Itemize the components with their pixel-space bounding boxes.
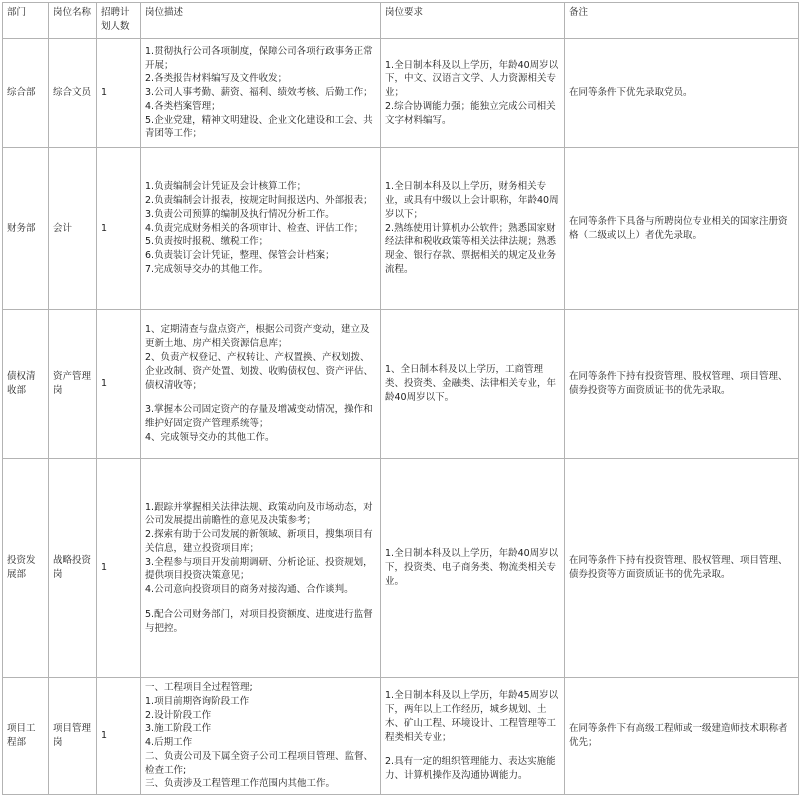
- description-line: 二、负责公司及下属全资子公司工程项目管理、监督、检查工作;: [145, 750, 374, 776]
- count-cell: 1: [97, 39, 141, 148]
- description-line: 4.各类档案管理；: [145, 100, 221, 112]
- header-position: 岗位名称: [49, 3, 97, 39]
- requirement-line: 1.全日制本科及以上学历，年龄40周岁以下，中文、汉语言文学、人力资源相关专业；: [385, 59, 559, 99]
- description-line: 7.完成领导交办的其他工作。: [145, 263, 269, 275]
- dept-cell: 综合部: [3, 39, 49, 148]
- description-cell: [141, 148, 381, 310]
- description-line: 3.掌握本公司固定资产的存量及增减变动情况，操作和维护好固定资产管理系统等；: [145, 404, 373, 430]
- dept-cell: 债权清收部: [3, 310, 49, 459]
- position-cell: 会计: [49, 148, 97, 310]
- count-cell: 1: [97, 459, 141, 678]
- description-line: 1.负责编制会计凭证及会计核算工作；: [145, 181, 307, 193]
- position-cell: 战略投资岗: [49, 459, 97, 678]
- paragraph-gap: [385, 744, 560, 755]
- table-row: [3, 678, 799, 795]
- remark-cell: 在同等条件下持有投资管理、股权管理、项目管理、债券投资等方面资质证书的优先录取。: [565, 310, 799, 459]
- description-line: 1.跟踪并掌握相关法律法规、政策动向及市场动态，对公司发展提出前瞻性的意见及决策参考；: [145, 501, 373, 527]
- dept-cell: 投资发展部: [3, 459, 49, 678]
- header-dept: 部门: [3, 3, 49, 39]
- header-requirements: 岗位要求: [381, 3, 565, 39]
- dept-cell: 项目工程部: [3, 678, 49, 795]
- requirement-line: 2.具有一定的组织管理能力、表达实施能力、计算机操作及沟通协调能力。: [385, 756, 556, 782]
- position-cell: 资产管理岗: [49, 310, 97, 459]
- description-line: 2.探索有助于公司发展的新领域、新项目，搜集项目有关信息，建立投资项目库；: [145, 529, 373, 554]
- recruitment-table: [2, 2, 799, 795]
- header-remark: 备注: [565, 3, 799, 39]
- description-cell: [141, 310, 381, 459]
- requirements-cell: [381, 678, 565, 795]
- description-line: 3.公司人事考勤、薪资、福利、绩效考核、后勤工作；: [145, 87, 373, 99]
- description-cell: [141, 678, 381, 795]
- description-cell: [141, 39, 381, 148]
- description-line: 1.贯彻执行公司各项制度，保障公司各项行政事务正常开展；: [145, 45, 373, 71]
- requirement-line: 1.全日制本科及以上学历，财务相关专业，或具有中级以上会计职称，年龄40周岁以下；: [385, 181, 559, 220]
- requirements-cell: [381, 310, 565, 459]
- description-line: 3.全程参与项目开发前期调研、分析论证、投资规划，提供项目投资决策意见；: [145, 556, 373, 582]
- requirements-cell: [381, 459, 565, 678]
- count-cell: 1: [97, 678, 141, 795]
- description-line: 5.负责按时报税、缴税工作；: [145, 236, 269, 248]
- description-line: 3.施工阶段工作: [145, 723, 212, 735]
- description-line: 4.后期工作: [145, 737, 193, 749]
- requirement-line: 1.全日制本科及以上学历，年龄45周岁以下，两年以上工作经历，城乡规划、土木、矿山工程、环境设计、工程管理等工程类相关专业；: [385, 690, 559, 743]
- paragraph-gap: [145, 597, 376, 608]
- description-line: 2、负责产权登记、产权转让、产权置换、产权划拨、企业改制、资产处置、划拨、收购债权包、资产评估、债权清收等；: [145, 351, 374, 391]
- header-count: 招聘计划人数: [97, 3, 141, 39]
- remark-cell: 在同等条件下优先录取党员。: [565, 39, 799, 148]
- description-line: 2.负责编制会计报表，按规定时间报送内、外部报表；: [145, 195, 373, 207]
- description-line: 1.项目前期咨询阶段工作: [145, 695, 250, 707]
- header-row: [3, 3, 799, 39]
- count-cell: 1: [97, 310, 141, 459]
- description-line: 2.各类报告材料编写及文件收发；: [145, 73, 288, 85]
- description-line: 1、定期清查与盘点资产，根据公司资产变动，建立及更新土地、房产相关资源信息库；: [145, 324, 370, 350]
- requirement-line: 2.综合协调能力强；能独立完成公司相关文字材料编写。: [385, 100, 556, 126]
- description-line: 2.设计阶段工作: [145, 709, 212, 721]
- description-line: 三、负责涉及工程管理工作范围内其他工作。: [145, 778, 336, 790]
- description-line: 5.企业党建，精神文明建设、企业文化建设和工会、共青团等工作；: [145, 114, 373, 140]
- description-line: 4.公司意向投资项目的商务对接沟通、合作谈判。: [145, 584, 354, 596]
- description-line: 4.负责完成财务相关的各项审计、检查、评估工作；: [145, 222, 364, 234]
- description-line: 一、工程项目全过程管理;: [145, 682, 253, 693]
- remark-cell: 在同等条件下持有投资管理、股权管理、项目管理、债券投资等方面资质证书的优先录取。: [565, 459, 799, 678]
- description-line: 3.负责公司预算的编制及执行情况分析工作。: [145, 208, 335, 220]
- header-description: 岗位描述: [141, 3, 381, 39]
- position-cell: 项目管理岗: [49, 678, 97, 795]
- description-line: 5.配合公司财务部门，对项目投资额度、进度进行监督与把控。: [145, 608, 373, 634]
- remark-cell: 在同等条件下具备与所聘岗位专业相关的国家注册资格（二级或以上）者优先录取。: [565, 148, 799, 310]
- requirement-line: 1.全日制本科及以上学历，年龄40周岁以下，投资类、电子商务类、物流类相关专业。: [385, 548, 559, 587]
- table-row: [3, 310, 799, 459]
- description-cell: [141, 459, 381, 678]
- table-row: [3, 148, 799, 310]
- paragraph-gap: [145, 392, 376, 403]
- dept-cell: 财务部: [3, 148, 49, 310]
- description-line: 4、完成领导交办的其他工作。: [145, 431, 275, 443]
- requirements-cell: [381, 39, 565, 148]
- position-cell: 综合文员: [49, 39, 97, 148]
- remark-cell: 在同等条件下有高级工程师或一级建造师技术职称者优先；: [565, 678, 799, 795]
- requirement-line: 1、全日制本科及以上学历，工商管理类、投资类、金融类、法律相关专业，年龄40周岁以下。: [385, 364, 557, 403]
- requirement-line: 2.熟练使用计算机办公软件；熟悉国家财经法律和税收政策等相关法律法规；熟悉现金、银行存款、票据相关的规定及业务流程。: [385, 222, 557, 275]
- table-row: [3, 459, 799, 678]
- requirements-cell: [381, 148, 565, 310]
- table-row: [3, 39, 799, 148]
- count-cell: 1: [97, 148, 141, 310]
- description-line: 6.负责装订会计凭证，整理、保管会计档案；: [145, 250, 335, 262]
